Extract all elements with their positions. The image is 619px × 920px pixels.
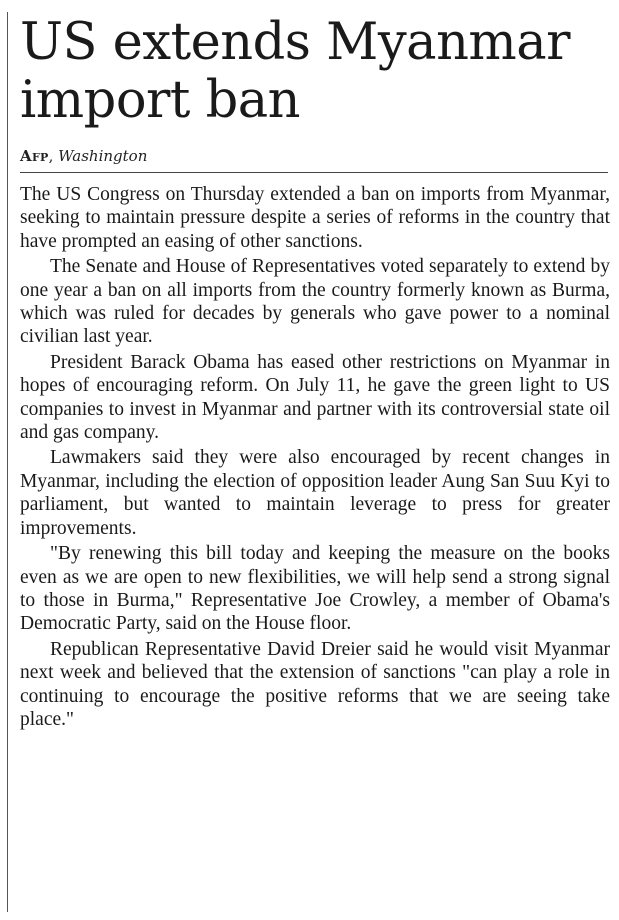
byline-agency: Afp [20,147,49,165]
article-body [20,183,610,731]
paragraph-4: Lawmakers said they were also encouraged by recent changes in Myanmar, including the election of opposition leader Aung San Suu Kyi to parliament, but wanted to maintain leverage to press for greater improvements. [20,447,610,539]
byline [20,146,610,166]
headline: US extends Myanmar import ban [20,13,571,130]
paragraph-5: "By renewing this bill today and keeping the measure on the books even as we are open to new flexibilities, we will help send a strong signal to those in Burma," Representative Joe Crowley, a member of Obama's Democratic Party, said on the House floor. [20,543,610,635]
byline-separator: , [48,147,59,165]
paragraph-6: Republican Representative David Dreier said he would visit Myanmar next week and believed that the extension of sanctions "can play a role in continuing to encourage the positive reforms that we are seeing take place." [20,638,610,730]
paragraph-3: President Barack Obama has eased other restrictions on Myanmar in hopes of encouraging reform. On July 11, he gave the green light to US companies to invest in Myanmar and partner with its controversial state oil and gas company. [20,351,610,444]
column-divider [7,12,8,912]
paragraph-2: The Senate and House of Representatives voted separately to extend by one year a ban on all imports from the country formerly known as Burma, which was ruled for decades by generals who gave power to a nominal civilian last year. [20,256,610,348]
byline-divider [20,172,608,173]
paragraph-1: The US Congress on Thursday extended a ban on imports from Myanmar, seeking to maintain pressure despite a series of reforms in the country that have prompted an easing of other sanctions. [20,184,610,252]
byline-place: Washington [58,147,148,165]
news-article [20,14,610,733]
